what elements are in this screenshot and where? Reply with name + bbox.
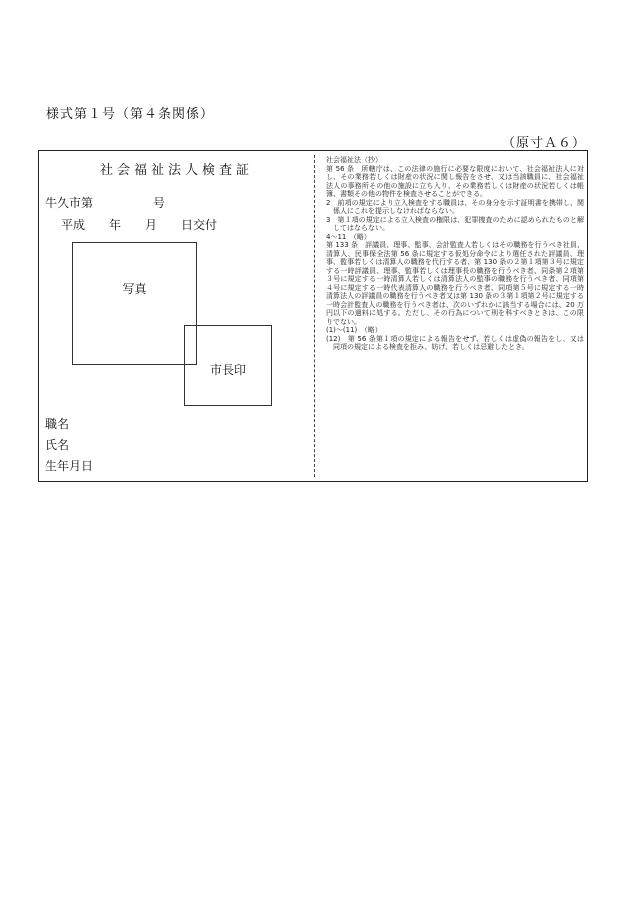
- issue-date-line: 平成 年 月 日交付: [61, 218, 218, 232]
- law-article-133-item-12: (12) 第 56 条第１項の規定による報告をせず、若しくは虚偽の報告をし、又は同項の規定による検査を拒み、妨げ、若しくは忌避したとき。: [326, 334, 584, 351]
- law-article-56-para-3: 3 第１項の規定による立入検査の権限は、犯罪捜査のために認められたものと解してはならない。: [326, 215, 584, 232]
- mayor-seal-label: 市長印: [209, 363, 246, 377]
- inspection-card: [38, 150, 588, 482]
- form-title: 様式第１号（第４条関係）: [46, 107, 215, 122]
- law-article-56: 第 56 条 所轄庁は、この法律の施行に必要な限度において、社会福祉法人に対し、その業務若しくは財産の状況に関し報告をさせ、又は当該職員に、社会福祉法人の事務所その他の施設に立ち入り、その業務若しくは財産の状況若しくは帳簿、書類その他の物件を検査させることができる。: [326, 164, 584, 198]
- law-excerpt: [326, 156, 584, 352]
- field-name: 氏名: [45, 438, 70, 452]
- field-birthdate: 生年月日: [45, 459, 94, 473]
- law-article-133: 第 133 条 評議員、理事、監事、会計監査人若しくはその職務を行うべき社員、清算人、民事保全法第 56 条に規定する仮処分命令により選任された評議員、理事、監事若しくは清算人の職務を代行する者、第 130 条の２第１項第３号に規定する一時評議員、理事、監事若しくは理事長の職務を行うべき者、同条第２項第３号に規定する一時清算人若しくは清算法人の監事の職務を行うべき者、同項第４号に規定する一時代表清算人の職務を行うべき者、同項第５号に規定する一時清算法人の評議員の職務を行うべき者又は第 130 条の３第１項第２号に規定する一時会計監査人の職務を行うべき者は、次のいずれかに該当する場合には、20 万円以下の過料に処する。ただし、その行為について刑を科すべきときは、この限りでない。: [326, 241, 584, 326]
- card-title: 社会福祉法人検査証: [99, 163, 253, 178]
- law-article-133-items-1-11: (1)～(11) （略）: [326, 326, 382, 334]
- photo-box: [72, 242, 197, 365]
- law-article-56-para-4-11: 4～11 （略）: [326, 232, 371, 241]
- law-heading: 社会福祉法（抄）: [326, 156, 382, 164]
- certificate-number-line: 牛久市第 号: [45, 196, 166, 210]
- size-note: （原寸Ａ６）: [501, 136, 586, 151]
- mayor-seal-box: [184, 325, 272, 406]
- law-article-56-para-2: 2 前項の規定により立入検査をする職員は、その身分を示す証明書を携帯し、関係人にこれを提示しなければならない。: [326, 198, 584, 215]
- cut-line-divider: [314, 155, 315, 477]
- field-job-title: 職名: [45, 417, 70, 431]
- photo-label: 写真: [122, 282, 147, 296]
